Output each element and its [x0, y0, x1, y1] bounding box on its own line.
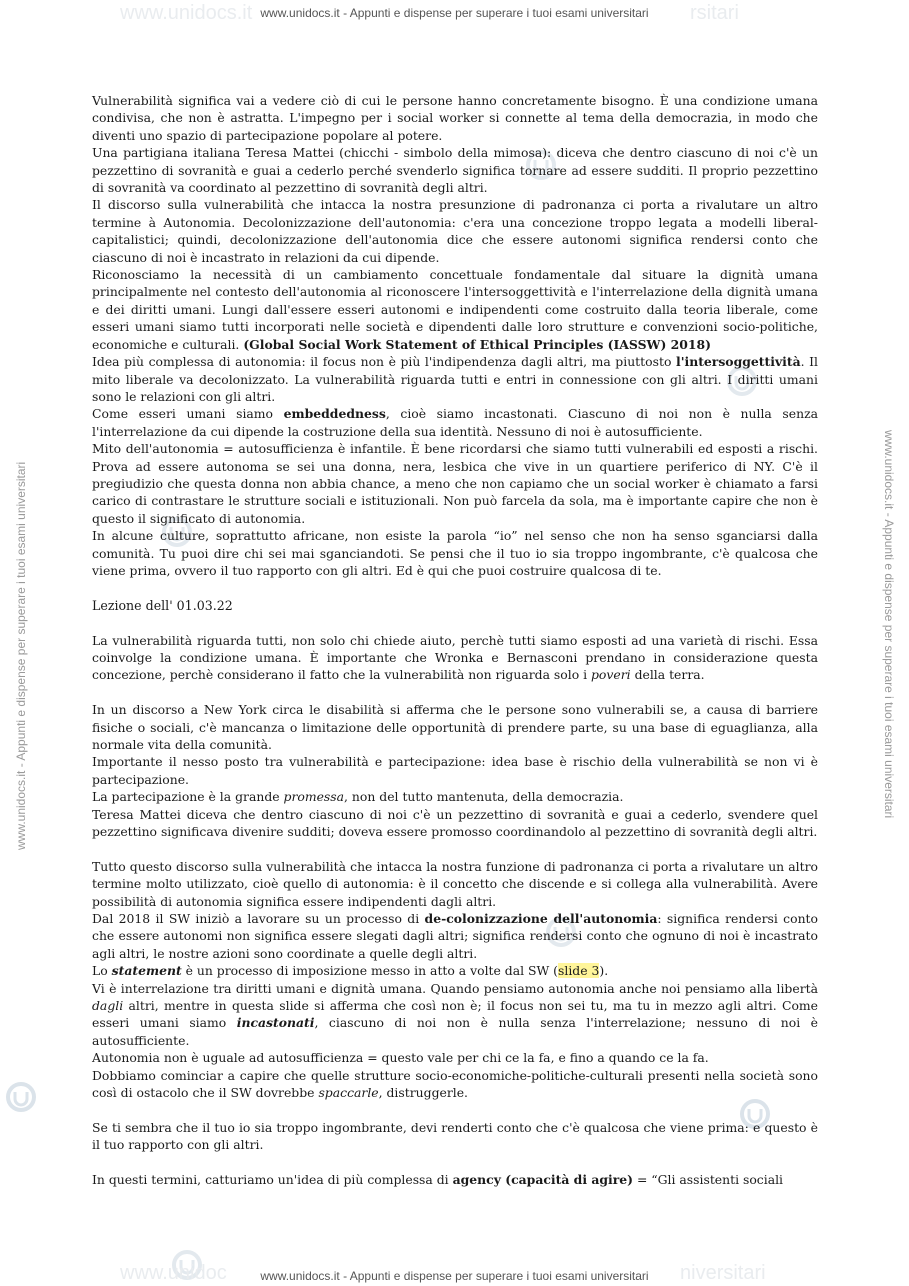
- citation: (Global Social Work Statement of Ethical Principles (IASSW) 2018): [243, 336, 711, 352]
- faint-watermark-top: www.unidocs.it: [120, 2, 253, 24]
- paragraph: [92, 980, 818, 1050]
- paragraph-text: altri, mentre in questa slide si afferma che così non è; il focus non sei tu, ma tu in mezzo agli altri. Come esseri umani siamo: [92, 998, 818, 1031]
- paragraph-text: , cioè siamo incastonati. Ciascuno di noi non è nulla senza l'interrelazione da cui dipende la costruzione della sua identità. Nessuno di noi è autosufficiente.: [92, 406, 818, 439]
- paragraph-text: , non del tutto mantenuta, della democrazia.: [344, 789, 624, 805]
- paragraph-text: della terra.: [630, 667, 705, 683]
- paragraph-text: Lo: [92, 963, 112, 979]
- paragraph-text: Come esseri umani siamo: [92, 406, 284, 422]
- document-body: [92, 92, 818, 1189]
- paragraph: [92, 266, 818, 353]
- paragraph: [92, 405, 818, 440]
- italic-term: poveri: [591, 667, 631, 683]
- highlighted-slide-ref: slide 3: [558, 963, 600, 979]
- paragraph-text: Vi è interrelazione tra diritti umani e dignità umana. Quando pensiamo autonomia anche noi pensiamo alla libertà: [92, 980, 818, 996]
- paragraph-text: La vulnerabilità riguarda tutti, non solo chi chiede aiuto, perchè tutti siamo esposti ad una varietà di rischi. Essa coinvolge la condizione umana. È importante che Wronka e Bernasconi prendano in considerazione questa concezione, perchè considerano il fatto che la vulnerabilità non riguarda solo i: [92, 632, 818, 683]
- unidocs-logo-icon: [4, 1080, 38, 1114]
- header-watermark: www.unidocs.it - Appunti e dispense per superare i tuoi esami universitari: [260, 6, 649, 20]
- paragraph-text: Dal 2018 il SW iniziò a lavorare su un processo di: [92, 911, 425, 927]
- paragraph-text: Idea più complessa di autonomia: il focus non è più l'indipendenza dagli altri, ma piuttosto: [92, 354, 676, 370]
- faint-watermark-top-right: rsitari: [690, 2, 739, 24]
- paragraph: [92, 910, 818, 962]
- bold-term: embeddedness: [283, 406, 386, 422]
- bold-term: l'intersoggettività: [675, 354, 801, 370]
- paragraph: [92, 1067, 818, 1102]
- bold-italic-term: statement: [111, 963, 182, 979]
- paragraph: Una partigiana italiana Teresa Mattei (chicchi - simbolo della mimosa): diceva che dentro ciascuno di noi c'è un pezzettino di sovranità e guai a cederlo perché svenderlo significa tornare ad essere sudditi. Il proprio pezzettino di sovranità va coordinato al pezzettino di sovranità degli altri.: [92, 145, 818, 196]
- paragraph-text: In questi termini, catturiamo un'idea di più complessa di: [92, 1172, 453, 1188]
- paragraph-text: Dobbiamo cominciar a capire che quelle strutture socio-economiche-politiche-culturali presenti nella società sono così di ostacolo che il SW dovrebbe: [92, 1067, 818, 1101]
- paragraph: Teresa Mattei diceva che dentro ciascuno di noi c'è un pezzettino di sovranità e guai a cederlo, svendere quel pezzettino significava divenire sudditi; doveva essere promosso coordinandolo al pezzettino di sovranità degli altri.: [92, 806, 818, 840]
- paragraph: [92, 1171, 818, 1188]
- italic-term: dagli: [92, 998, 124, 1014]
- right-watermark: www.unidocs.it - Appunti e dispense per superare i tuoi esami universitari: [882, 430, 896, 819]
- paragraph-text: è un processo di imposizione messo in atto a volte dal SW (: [181, 963, 559, 979]
- italic-term: promessa: [283, 789, 345, 805]
- paragraph: In alcune culture, soprattutto africane, non esiste la parola “io” nel senso che non ha senso sganciarsi dalla comunità. Tu puoi dire chi sei mai sganciandoti. Se pensi che il tuo io sia troppo ingombrante, c'è qualcosa che viene prima, ovvero il tuo rapporto con gli altri. Ed è qui che puoi costruire qualcosa di te.: [92, 528, 818, 578]
- paragraph-text: Riconosciamo la necessità di un cambiamento concettuale fondamentale dal situare la dignità umana principalmente nel contesto dell'autonomia al riconoscere l'intersoggettività e l'interrelazione della dignità umana e dei diritti umani. Lungi dall'essere esseri autonomi e indipendenti come costruito dalla teoria liberale, come esseri umani siamo tutti incorporati nelle società e dipendenti dalle loro strutture e convenzioni socio-politiche, economiche e culturali.: [92, 267, 818, 352]
- paragraph: [92, 353, 818, 405]
- italic-term: spaccarle: [318, 1085, 379, 1101]
- paragraph: Tutto questo discorso sulla vulnerabilità che intacca la nostra funzione di padronanza ci porta a rivalutare un altro termine molto utilizzato, cioè quello di autonomia: è il concetto che discende e si collega alla vulnerabilità. Avere possibilità di autonomia significa essere indipendenti dagli altri.: [92, 858, 818, 909]
- bold-term: de-colonizzazione dell'autonomia: [424, 911, 658, 927]
- paragraph-text: , ciascuno di noi non è nulla senza l'interrelazione; nessuno di noi è autosufficiente.: [92, 1015, 819, 1048]
- paragraph: Vulnerabilità significa vai a vedere ciò di cui le persone hanno concretamente bisogno. È una condizione umana condivisa, che non è astratta. L'impegno per i social worker si connette al tema della democrazia, in modo che diventi uno spazio di partecipazione popolare al potere.: [92, 93, 818, 143]
- paragraph-text: , distruggerle.: [378, 1085, 468, 1101]
- paragraph: [92, 788, 818, 805]
- paragraph-text: La partecipazione è la grande: [92, 789, 284, 805]
- paragraph-text: : significa rendersi conto che essere autonomi non significa essere slegati dagli altri; significa rendersi conto che ognuno di noi è incastrato agli altri, le nostre azioni sono coordinate a quelle degli altri.: [92, 911, 818, 961]
- bold-term: agency (capacità di agire): [452, 1172, 634, 1188]
- paragraph-text: = “Gli assistenti sociali: [633, 1172, 784, 1188]
- paragraph: Importante il nesso posto tra vulnerabilità e partecipazione: idea base è rischio della vulnerabilità se non vi è partecipazione.: [92, 754, 818, 787]
- bold-italic-term: incastonati: [236, 1015, 315, 1031]
- left-watermark: www.unidocs.it - Appunti e dispense per superare i tuoi esami universitari: [14, 461, 28, 850]
- paragraph: Autonomia non è uguale ad autosufficienza = questo vale per chi ce la fa, e fino a quando ce la fa.: [92, 1050, 709, 1066]
- section-heading: Lezione dell' 01.03.22: [92, 597, 233, 613]
- paragraph: [92, 962, 818, 979]
- paragraph: Il discorso sulla vulnerabilità che intacca la nostra presunzione di padronanza ci porta a rivalutare un altro termine à Autonomia. Decolonizzazione dell'autonomia: c'era una concezione troppo legata a modelli liberal-capitalistici; quindi, decolonizzazione dell'autonomia dice che essere autonomi significa rendersi conto che ciascuno di noi è incastrato in relazioni da cui dipende.: [92, 197, 818, 265]
- footer-watermark: www.unidocs.it - Appunti e dispense per superare i tuoi esami universitari: [260, 1269, 649, 1283]
- paragraph: Mito dell'autonomia = autosufficienza è infantile. È bene ricordarsi che siamo tutti vulnerabili ed esposti a rischi. Prova ad essere autonoma se sei una donna, nera, lesbica che vive in un quartiere periferico di NY. C'è il pregiudizio che questa donna non abbia chance, a meno che non capiamo che un social worker è chiamato a farsi carico di contrastare le strutture sociali e istituzionali. Non può farcela da sola, ma è importante capire che non è questo il significato di autonomia.: [92, 441, 818, 526]
- paragraph-text: . Il mito liberale va decolonizzato. La vulnerabilità riguarda tutti e entri in connessione con gli altri. I diritti umani sono le relazioni con gli altri.: [92, 354, 818, 404]
- paragraph: [92, 632, 818, 684]
- paragraph: In un discorso a New York circa le disabilità si afferma che le persone sono vulnerabili se, a causa di barriere fisiche o sociali, c'è mancanza o limitazione delle opportunità di prendere parte, su una base di eguaglianza, alla normale vita della comunità.: [92, 702, 818, 752]
- paragraph: Se ti sembra che il tuo io sia troppo ingombrante, devi renderti conto che c'è qualcosa che viene prima: e questo è il tuo rapporto con gli altri.: [92, 1119, 818, 1153]
- faint-watermark-bottom-right: niversitari: [680, 1262, 766, 1284]
- faint-watermark-bottom: www.unidoc: [120, 1262, 227, 1284]
- paragraph-text: ).: [599, 963, 609, 979]
